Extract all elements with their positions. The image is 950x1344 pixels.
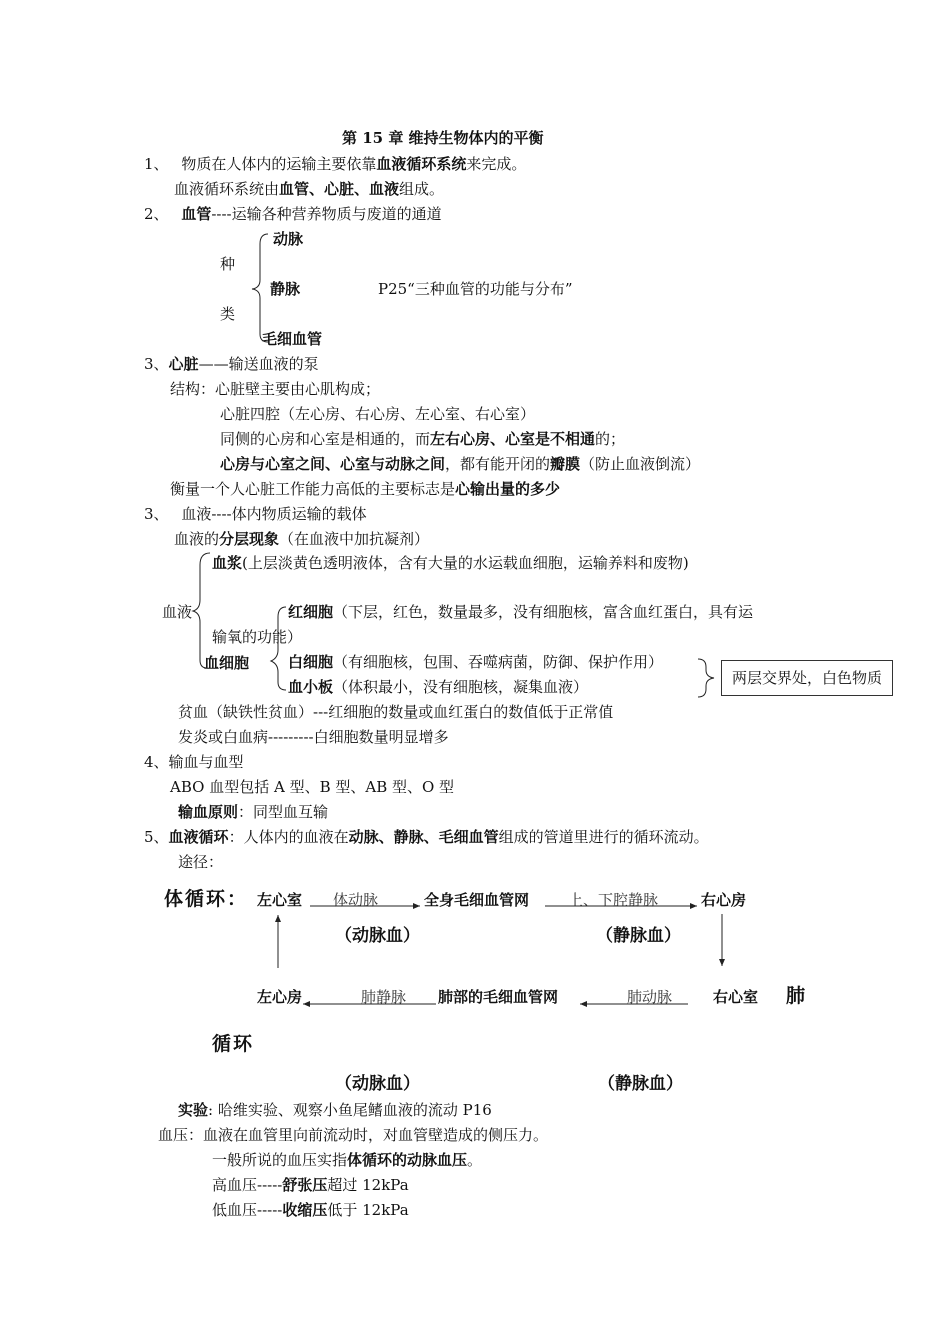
bold-text: 动脉、静脉、毛细血管 xyxy=(348,828,499,846)
inflammation-line: 发炎或白血病---------白细胞数量明显增多 xyxy=(178,728,449,746)
text: 来完成。 xyxy=(466,155,527,173)
bold-text: 体循环的动脉血压 xyxy=(347,1151,468,1169)
blood-label: 血液 xyxy=(162,603,193,621)
venous-blood-label-2: （静脉血） xyxy=(598,1074,683,1094)
label-pulmonary-vein: 肺静脉 xyxy=(361,988,407,1006)
arterial-blood-label-1: （动脉血） xyxy=(335,926,420,946)
text: 血液的 xyxy=(174,530,220,548)
text: 一般所说的血压实指 xyxy=(212,1151,348,1169)
node-right-atrium: 右心房 xyxy=(701,891,747,909)
bold-text: 瓣膜 xyxy=(550,455,581,473)
blood-brace xyxy=(193,553,210,668)
reference-note: P25“三种血管的功能与分布” xyxy=(378,280,573,298)
abo-line: ABO 血型包括 A 型、B 型、AB 型、O 型 xyxy=(170,778,455,796)
blood-cell-brace xyxy=(271,607,286,690)
section-number: 3、 xyxy=(144,505,169,523)
bold-text: 左右心房、心室是不相通 xyxy=(430,430,596,448)
bold-text: 心输出量的多少 xyxy=(455,480,561,498)
arterial-blood-label-2: （动脉血） xyxy=(335,1074,420,1094)
text: （在血液中加抗凝剂） xyxy=(279,530,430,548)
section-number: 4、 xyxy=(144,753,169,771)
section-number: 3、 xyxy=(144,355,169,373)
text: 组成。 xyxy=(399,180,445,198)
section-number: 1、 xyxy=(144,155,169,173)
kind-label-1: 种 xyxy=(220,255,236,273)
systemic-circulation-label: 体循环： xyxy=(164,888,249,910)
vessel-artery: 动脉 xyxy=(273,230,304,248)
label-systemic-artery: 体动脉 xyxy=(333,891,379,909)
text: 物质在人体内的运输主要依靠 xyxy=(181,155,377,173)
callout-note: 两层交界处，白色物质 xyxy=(721,660,893,696)
text: 超过 12kPa xyxy=(327,1176,409,1194)
text: 的； xyxy=(595,430,626,448)
label-vena-cava: 上、下腔静脉 xyxy=(568,891,659,909)
heart-chambers: 心脏四腔（左心房、右心房、左心室、右心室） xyxy=(220,405,536,423)
pulmonary-circulation-label-2: 循环 xyxy=(212,1033,255,1055)
text: （体积最小，没有细胞核，凝集血液） xyxy=(333,678,589,696)
text: ：同型血互输 xyxy=(238,803,329,821)
text: 衡量一个人心脏工作能力高低的主要标志是 xyxy=(170,480,456,498)
bold-text: 血液循环 xyxy=(168,828,229,846)
text: ----运输各种营养物质与废道的通道 xyxy=(211,205,442,223)
bold-text: 红细胞 xyxy=(288,603,334,621)
text: （下层，红色，数量最多，没有细胞核，富含血红蛋白，具有运 xyxy=(333,603,754,621)
bold-text: 心脏 xyxy=(168,355,199,373)
blood-pressure-definition: 血压：血液在血管里向前流动时，对血管壁造成的侧压力。 xyxy=(158,1126,549,1144)
text: (上层淡黄色透明液体，含有大量的水运载血细胞，运输养料和废物) xyxy=(242,554,689,572)
text: ，都有能开闭的 xyxy=(445,455,551,473)
text: ——输送血液的泵 xyxy=(198,355,319,373)
bold-text: 白细胞 xyxy=(288,653,334,671)
pulmonary-circulation-label-1: 肺 xyxy=(786,985,808,1007)
text: 血液----体内物质运输的载体 xyxy=(181,505,367,523)
bold-text: 血管、心脏、血液 xyxy=(279,180,400,198)
text: 高血压----- xyxy=(212,1176,283,1194)
vessel-brace xyxy=(252,234,268,342)
bold-text: 舒张压 xyxy=(282,1176,328,1194)
vessel-vein: 静脉 xyxy=(270,280,301,298)
bold-text: 血管 xyxy=(181,205,212,223)
bold-text: 输血原则 xyxy=(178,803,239,821)
text: （防止血液倒流） xyxy=(580,455,701,473)
venous-blood-label-1: （静脉血） xyxy=(596,926,681,946)
node-left-ventricle: 左心室 xyxy=(257,891,303,909)
node-lung-capillaries: 肺部的毛细血管网 xyxy=(438,988,559,1006)
bold-text: 实验 xyxy=(178,1101,209,1119)
text: （有细胞核，包围、吞噬病菌，防御、保护作用） xyxy=(333,653,664,671)
text: 血液循环系统由 xyxy=(174,180,280,198)
section-number: 5、 xyxy=(144,828,169,846)
node-body-capillaries: 全身毛细血管网 xyxy=(424,891,530,909)
text: 组成的管道里进行的循环流动。 xyxy=(498,828,709,846)
bold-text: 血液循环系统 xyxy=(376,155,467,173)
node-left-atrium: 左心房 xyxy=(257,988,303,1006)
route-label: 途径： xyxy=(178,853,224,871)
section-number: 2、 xyxy=(144,205,169,223)
text: : 哈维实验、观察小鱼尾鳍血液的流动 P16 xyxy=(208,1101,492,1119)
bold-text: 血浆 xyxy=(212,554,243,572)
bold-text: 心房与心室之间、心室与动脉之间 xyxy=(220,455,446,473)
page-title: 第 15 章 维持生物体内的平衡 xyxy=(342,129,544,147)
blood-cells-label: 血细胞 xyxy=(204,654,250,672)
bold-text: 收缩压 xyxy=(282,1201,328,1219)
text: 。 xyxy=(467,1151,483,1169)
node-right-ventricle: 右心室 xyxy=(713,988,759,1006)
bold-text: 分层现象 xyxy=(219,530,280,548)
anemia-line: 贫血（缺铁性贫血）---红细胞的数量或血红蛋白的数值低于正常值 xyxy=(178,703,614,721)
label-pulmonary-artery: 肺动脉 xyxy=(627,988,673,1006)
heart-structure: 结构：心脏壁主要由心肌构成； xyxy=(170,380,381,398)
text: 输血与血型 xyxy=(168,753,244,771)
callout-brace xyxy=(698,659,714,697)
rbc-line-2: 输氧的功能） xyxy=(212,628,303,646)
text: 低于 12kPa xyxy=(327,1201,409,1219)
text: 同侧的心房和心室是相通的，而 xyxy=(220,430,431,448)
kind-label-2: 类 xyxy=(220,305,236,323)
vessel-capillary: 毛细血管 xyxy=(262,330,323,348)
bold-text: 血小板 xyxy=(288,678,334,696)
text: ：人体内的血液在 xyxy=(228,828,349,846)
text: 低血压----- xyxy=(212,1201,283,1219)
